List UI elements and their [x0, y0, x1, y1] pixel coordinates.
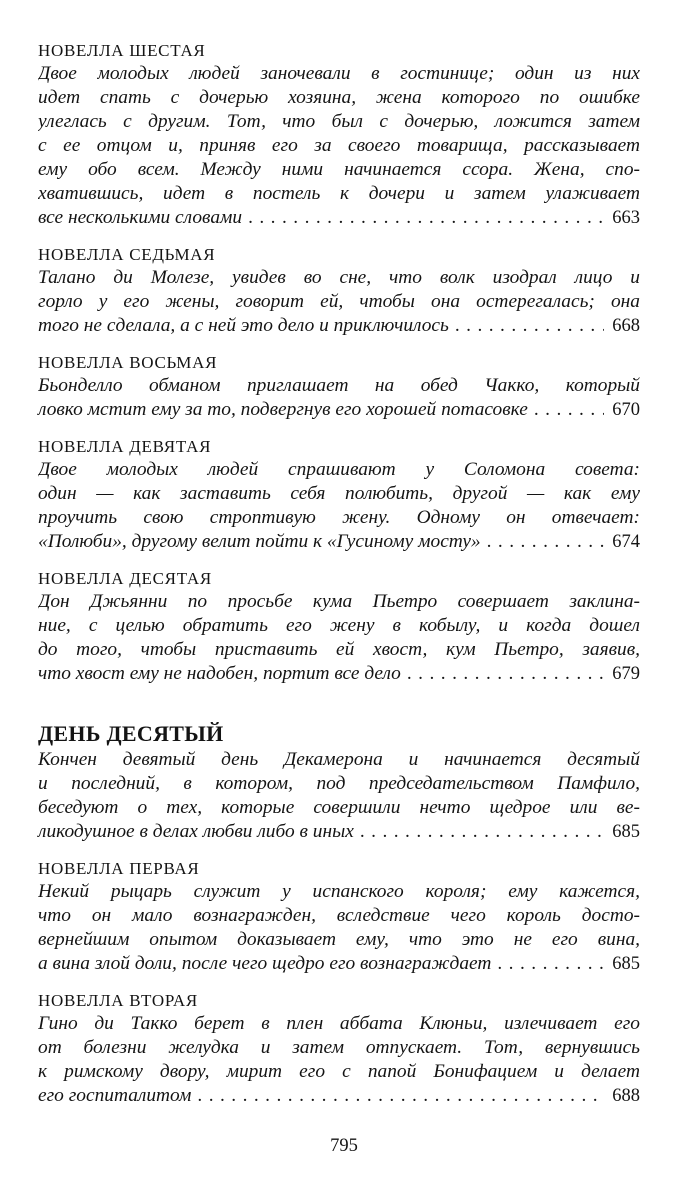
summary-line: ловко мстит ему за то, подвергнув его хорошей потасовке — [38, 399, 528, 420]
novella-summary — [38, 266, 640, 338]
summary-line: горло у его жены, говорит ей, чтобы она остерегалась; она — [38, 291, 640, 312]
toc-entry-day10-novella-2 — [38, 990, 640, 1108]
page-ref: 685 — [612, 822, 640, 842]
page-ref: 670 — [612, 400, 640, 420]
dot-leader — [491, 952, 604, 976]
summary-line: его госпиталитом — [38, 1085, 192, 1106]
summary-last-line — [38, 206, 640, 230]
summary-line: Кончен девятый день Декамерона и начинается десятый — [38, 749, 640, 770]
summary-line: Дон Джьянни по просьбе кума Пьетро совершает заклина- — [38, 591, 640, 612]
summary-line: Некий рыцарь служит у испанского короля; ему кажется, — [38, 881, 640, 902]
summary-line: идет спать с дочерью хозяина, жена которого по ошибке — [38, 87, 640, 108]
page-ref: 685 — [612, 954, 640, 974]
novella-title: НОВЕЛЛА ДЕВЯТАЯ — [38, 437, 212, 456]
summary-line: Двое молодых людей заночевали в гостинице; один из них — [38, 63, 640, 84]
summary-line: проучить свою строптивую жену. Одному он отвечает: — [38, 507, 640, 528]
toc-entry-day-intro — [38, 748, 640, 844]
novella-summary — [38, 62, 640, 230]
novella-summary — [38, 590, 640, 686]
summary-last-line — [38, 530, 640, 554]
summary-line: все несколькими словами — [38, 207, 243, 228]
dot-leader — [191, 1084, 604, 1108]
page-ref: 679 — [612, 664, 640, 684]
page-ref: 668 — [612, 316, 640, 336]
page-ref: 674 — [612, 532, 640, 552]
page-ref: 663 — [612, 208, 640, 228]
summary-line: с ее отцом и, приняв его за своего товарища, рассказывает — [38, 135, 640, 156]
table-of-contents — [38, 40, 640, 1122]
novella-summary — [38, 458, 640, 554]
summary-line: к римскому двору, мирит его с папой Бонифацием и делает — [38, 1061, 640, 1082]
toc-entry-novella-9 — [38, 436, 640, 554]
summary-line: улеглась с другим. Тот, что был с дочерью, ложится затем — [38, 111, 640, 132]
summary-line: и последний, в котором, под председательством Памфило, — [38, 773, 640, 794]
novella-title: НОВЕЛЛА ДЕСЯТАЯ — [38, 569, 212, 588]
summary-line: ему обо всем. Между ними начинается ссора. Жена, спо- — [38, 159, 640, 180]
day-intro-summary — [38, 748, 640, 844]
novella-title: НОВЕЛЛА СЕДЬМАЯ — [38, 245, 216, 264]
dot-leader — [481, 530, 605, 554]
novella-title: НОВЕЛЛА ВТОРАЯ — [38, 991, 198, 1010]
toc-entry-novella-6 — [38, 40, 640, 230]
day-heading: ДЕНЬ ДЕСЯТЫЙ — [38, 721, 224, 746]
summary-line: что он мало вознагражден, вследствие чего король досто- — [38, 905, 640, 926]
summary-last-line — [38, 398, 640, 422]
summary-line: до того, чтобы приставить ей хвост, кум Пьетро, заявив, — [38, 639, 640, 660]
page-ref: 688 — [612, 1086, 640, 1106]
dot-leader — [242, 206, 604, 230]
summary-line: Двое молодых людей спрашивают у Соломона совета: — [38, 459, 640, 480]
toc-entry-novella-8 — [38, 352, 640, 422]
dot-leader — [528, 398, 604, 422]
novella-title: НОВЕЛЛА ВОСЬМАЯ — [38, 353, 218, 372]
dot-leader — [449, 314, 604, 338]
summary-line: Гино ди Такко берет в плен аббата Клюньи, излечивает его — [38, 1013, 640, 1034]
dot-leader — [354, 820, 604, 844]
summary-line: того не сделала, а с ней это дело и приключилось — [38, 315, 449, 336]
toc-entry-novella-7 — [38, 244, 640, 338]
summary-last-line — [38, 314, 640, 338]
page-number: 795 — [330, 1136, 358, 1156]
summary-line: «Полюби», другому велит пойти к «Гусиному мосту» — [38, 531, 481, 552]
novella-summary — [38, 1012, 640, 1108]
toc-entry-day10-novella-1 — [38, 858, 640, 976]
summary-line: Бьонделло обманом приглашает на обед Чакко, который — [38, 375, 640, 396]
summary-line: ние, с целью обратить его жену в кобылу, и когда дошел — [38, 615, 640, 636]
summary-last-line — [38, 952, 640, 976]
dot-leader — [401, 662, 604, 686]
summary-last-line — [38, 820, 640, 844]
novella-summary — [38, 880, 640, 976]
summary-line: ликодушное в делах любви либо в иных — [38, 821, 354, 842]
summary-line: вернейшим опытом доказывает ему, что это не его вина, — [38, 929, 640, 950]
toc-entry-novella-10 — [38, 568, 640, 686]
novella-title: НОВЕЛЛА ШЕСТАЯ — [38, 41, 206, 60]
summary-last-line — [38, 662, 640, 686]
novella-summary — [38, 374, 640, 422]
summary-line: один — как заставить себя полюбить, другой — как ему — [38, 483, 640, 504]
summary-line: что хвост ему не надобен, портит все дело — [38, 663, 401, 684]
summary-line: хватившись, идет в постель к дочери и затем улаживает — [38, 183, 640, 204]
summary-last-line — [38, 1084, 640, 1108]
summary-line: а вина злой доли, после чего щедро его вознаграждает — [38, 953, 492, 974]
summary-line: беседуют о тех, которые совершили нечто щедрое или ве- — [38, 797, 640, 818]
summary-line: Талано ди Молезе, увидев во сне, что волк изодрал лицо и — [38, 267, 640, 288]
novella-title: НОВЕЛЛА ПЕРВАЯ — [38, 859, 200, 878]
summary-line: от болезни желудка и затем отпускает. Тот, вернувшись — [38, 1037, 640, 1058]
